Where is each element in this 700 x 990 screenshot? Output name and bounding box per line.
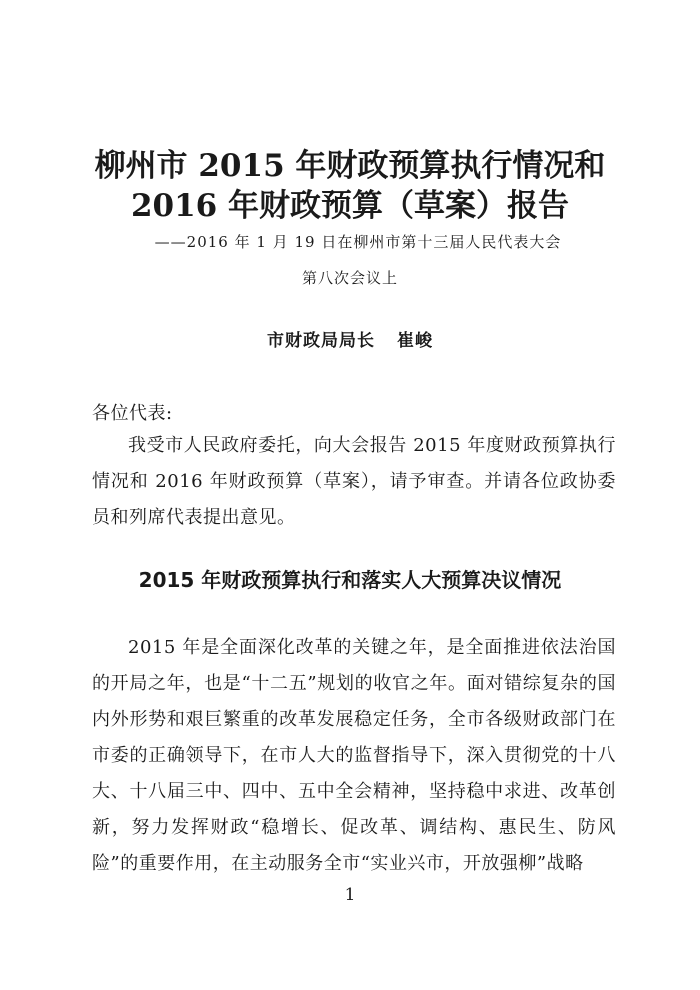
author-title: 市财政局局长 xyxy=(267,331,375,351)
author-line xyxy=(0,330,700,352)
page-number: 1 xyxy=(344,885,356,905)
salutation: 各位代表: xyxy=(92,403,173,424)
report-subtitle-line-1: ——2016 年 1 月 19 日在柳州市第十三届人民代表大会 xyxy=(154,233,562,251)
report-title-line-2: 2016 年财政预算（草案）报告 xyxy=(130,188,570,224)
intro-paragraph: 我受市人民政府委托，向大会报告 2015 年度财政预算执行情况和 2016 年财政预算（草案），请予审查。并请各位政协委员和列席代表提出意见。 xyxy=(92,435,616,528)
report-subtitle-line-2: 第八次会议上 xyxy=(301,269,398,287)
report-title-line-1: 柳州市 2015 年财政预算执行情况和 xyxy=(94,148,606,184)
author-name: 崔峻 xyxy=(397,331,433,351)
section-heading: 2015 年财政预算执行和落实人大预算决议情况 xyxy=(138,568,562,592)
body-paragraph: 2015 年是全面深化改革的关键之年，是全面推进依法治国的开局之年，也是“十二五”规划的收官之年。面对错综复杂的国内外形势和艰巨繁重的改革发展稳定任务，全市各级财政部门在市委的正确领导下，在市人大的监督指导下，深入贯彻党的十八大、十八届三中、四中、五中全会精神，坚持稳中求进、改革创新，努力发挥财政“稳增长、促改革、调结构、惠民生、防风险”的重要作用，在主动服务全市“实业兴市，开放强柳”战略 xyxy=(92,637,616,874)
